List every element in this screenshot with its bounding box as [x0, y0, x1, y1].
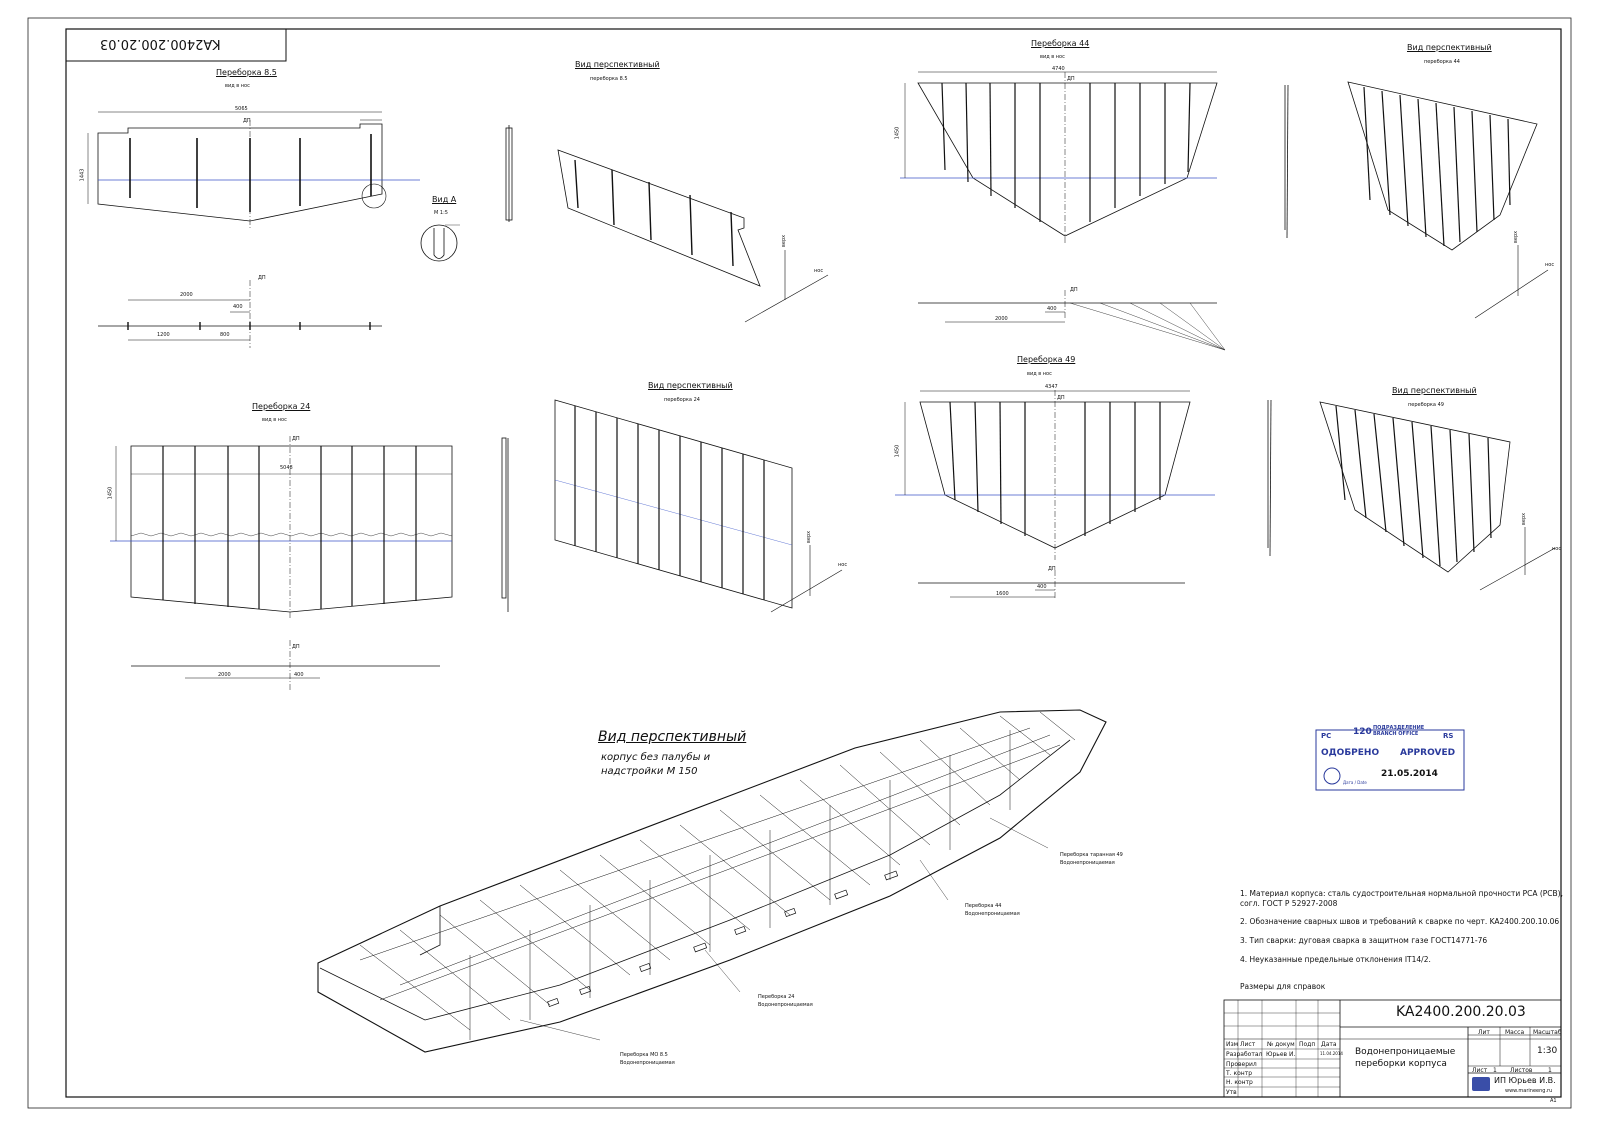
tb-sheet-label: Лист [1472, 1067, 1488, 1074]
bulkhead-44-profile [1285, 85, 1288, 238]
bulkhead-49-view [895, 390, 1215, 560]
bulkhead-44-perspective [1348, 82, 1537, 250]
note-1: 1. Материал корпуса: сталь судостроительная нормальной прочности PCA (PCB), [1240, 889, 1563, 898]
b24-section-dp: ДП [292, 644, 300, 650]
b85-dim-1200: 1200 [157, 332, 170, 338]
b85-subtitle: вид в нос [225, 83, 250, 89]
main-view-title: Вид перспективный [598, 729, 747, 745]
b24-pers-title: Вид перспективный [648, 381, 733, 390]
b49-height: 1450 [894, 444, 901, 458]
b85-height: 1443 [79, 168, 86, 182]
rotated-drawing-number: KA2400.200.20.03 [100, 36, 221, 51]
stamp-approved: APPROVED [1400, 748, 1456, 758]
bulkhead-24-profile [502, 438, 508, 612]
b24-height: 1450 [107, 486, 114, 500]
tb-h-doc: № докум [1267, 1041, 1295, 1048]
stamp-date-label: Дата / Date [1343, 780, 1367, 785]
b44-title: Переборка 44 [1031, 39, 1090, 48]
tb-r0-name: Юрьев И. [1266, 1051, 1296, 1058]
b85-section-dp: ДП [258, 275, 266, 281]
axis-44 [1475, 245, 1548, 318]
vid-a-scale: М 1:5 [434, 210, 448, 216]
b85-pers-sub: переборка 8.5 [590, 76, 628, 82]
tb-format: A1 [1550, 1098, 1557, 1104]
tb-h-izm: Изм [1226, 1041, 1239, 1048]
tb-r4-role: Н. контр [1226, 1079, 1253, 1086]
b49-width: 4347 [1045, 384, 1058, 390]
tb-scale: 1:30 [1537, 1046, 1558, 1056]
tb-sheet-value: 1 [1493, 1067, 1497, 1074]
tb-sheets-label: Листов [1510, 1067, 1533, 1074]
note-1b: согл. ГОСТ Р 52927-2008 [1240, 899, 1338, 908]
note-3: 3. Тип сварки: дуговая сварка в защитном газе ГОСТ14771-76 [1240, 936, 1488, 945]
tb-r0-date: 11.04.2014 [1320, 1051, 1343, 1056]
callout-p24b: Водонепроницаемая [758, 1002, 813, 1008]
rs-stamp-frame [1316, 730, 1464, 790]
b24-subtitle: вид в нос [262, 417, 287, 423]
axis-nose-85: нос [814, 268, 824, 274]
bulkhead-24-view [110, 436, 452, 620]
tb-r5-role: Утв [1226, 1089, 1237, 1096]
b44-section-dp: ДП [1070, 287, 1078, 293]
b85-dim-800: 800 [220, 332, 230, 338]
hull-perspective [318, 710, 1106, 1052]
b49-section-dp: ДП [1048, 566, 1056, 572]
axis-up-49: верх [1521, 512, 1528, 526]
tb-lit-label: Лит [1478, 1029, 1490, 1036]
b44-dp: ДП [1067, 76, 1075, 82]
b49-dp: ДП [1057, 395, 1065, 401]
stamp-date: 21.05.2014 [1381, 769, 1438, 779]
b49-pers-title: Вид перспективный [1392, 386, 1477, 395]
callout-p49: Переборка таранная 49 [1060, 852, 1123, 858]
axis-up-85: верх [781, 234, 788, 248]
tb-r2-role: Т. контр [1226, 1070, 1253, 1077]
b44-pers-sub: переборка 44 [1424, 59, 1460, 65]
b24-width: 5048 [280, 465, 293, 471]
b44-subtitle: вид в нос [1040, 54, 1065, 60]
stamp-line1: ПОДРАЗДЕЛЕНИЕ [1373, 725, 1425, 731]
tb-h-date: Дата [1321, 1041, 1337, 1048]
b44-dim-2000: 2000 [995, 316, 1008, 322]
b49-dim-1600: 1600 [996, 591, 1009, 597]
b24-pers-sub: переборка 24 [664, 397, 700, 403]
bulkhead-24-perspective [555, 400, 792, 608]
b49-pers-sub: переборка 49 [1408, 402, 1444, 408]
bulkhead-44-section [918, 290, 1225, 350]
bulkhead-8-5-view [88, 112, 420, 228]
vid-a-detail [421, 225, 460, 261]
tb-r1-role: Проверил [1226, 1061, 1257, 1068]
tb-h-list: Лист [1240, 1041, 1256, 1048]
main-view-line2: надстройки М 150 [601, 766, 698, 777]
b85-title: Переборка 8.5 [216, 68, 277, 77]
stamp-rc: РС [1321, 732, 1332, 740]
callout-p85b: Водонепроницаемая [620, 1060, 675, 1066]
note-2: 2. Обозначение сварных швов и требований к сварке по черт. KA2400.200.10.06 [1240, 917, 1560, 926]
b85-dim-2000: 2000 [180, 292, 193, 298]
tb-mass-label: Масса [1505, 1029, 1525, 1036]
tb-h-sign: Подп [1299, 1041, 1316, 1048]
vid-a-title: Вид А [432, 195, 457, 204]
b49-dim-400: 400 [1037, 584, 1047, 590]
callout-p49b: Водонепроницаемая [1060, 860, 1115, 866]
tb-company: ИП Юрьев И.В. [1494, 1076, 1556, 1085]
bulkhead-44-view [900, 72, 1217, 245]
axis-8-5 [745, 250, 828, 322]
b24-dp: ДП [292, 436, 300, 442]
b44-dim-400: 400 [1047, 306, 1057, 312]
b24-title: Переборка 24 [252, 402, 311, 411]
bulkhead-8-5-profile [506, 125, 512, 222]
axis-nose-49: нос [1552, 546, 1562, 552]
bulkhead-49-profile [1268, 400, 1271, 556]
callout-p44: Переборка 44 [965, 903, 1002, 909]
tb-r0-role: Разработал [1226, 1051, 1263, 1058]
b24-dim-2000: 2000 [218, 672, 231, 678]
tb-scale-label: Масштаб [1533, 1029, 1562, 1036]
b49-subtitle: вид в нос [1027, 371, 1052, 377]
bulkhead-49-perspective [1320, 402, 1510, 572]
callout-p85: Переборка МО 8.5 [620, 1052, 668, 1058]
axis-up-44: верх [1513, 230, 1520, 244]
axis-nose-44: нос [1545, 262, 1555, 268]
b85-dim-400: 400 [233, 304, 243, 310]
main-view-line1: корпус без палубы и [601, 752, 711, 763]
company-logo [1472, 1077, 1490, 1091]
b85-pers-title: Вид перспективный [575, 60, 660, 69]
callout-p24: Переборка 24 [758, 994, 795, 1000]
b85-width: 5065 [235, 106, 248, 112]
bulkhead-8-5-section [98, 280, 382, 348]
stamp-rs: RS [1443, 732, 1454, 740]
b44-width: 4740 [1052, 66, 1065, 72]
b44-height: 1450 [894, 126, 901, 140]
tb-sheets-value: 1 [1548, 1067, 1552, 1074]
ref-note: Размеры для справок [1240, 982, 1326, 991]
stamp-num: 120 [1353, 727, 1372, 737]
tb-website: www.marineeng.ru [1505, 1088, 1553, 1094]
bulkhead-24-section [131, 640, 440, 690]
b24-dim-400: 400 [294, 672, 304, 678]
b85-dp: ДП [243, 118, 251, 124]
callout-p44b: Водонепроницаемая [965, 911, 1020, 917]
note-4: 4. Неуказанные предельные отклонения IT14/2. [1240, 955, 1431, 964]
axis-nose-24: нос [838, 562, 848, 568]
b44-pers-title: Вид перспективный [1407, 43, 1492, 52]
axis-up-24: верх [806, 530, 813, 544]
stamp-odobreno: ОДОБРЕНО [1321, 748, 1380, 758]
title-block-title: Водонепроницаемые переборки корпуса [1355, 1047, 1456, 1069]
bulkhead-49-section [918, 570, 1185, 600]
title-block-number: KA2400.200.20.03 [1396, 1004, 1526, 1020]
bulkhead-8-5-perspective [558, 150, 760, 286]
b49-title: Переборка 49 [1017, 355, 1076, 364]
axis-24 [771, 545, 842, 612]
stamp-line2: BRANCH OFFICE [1373, 731, 1419, 737]
